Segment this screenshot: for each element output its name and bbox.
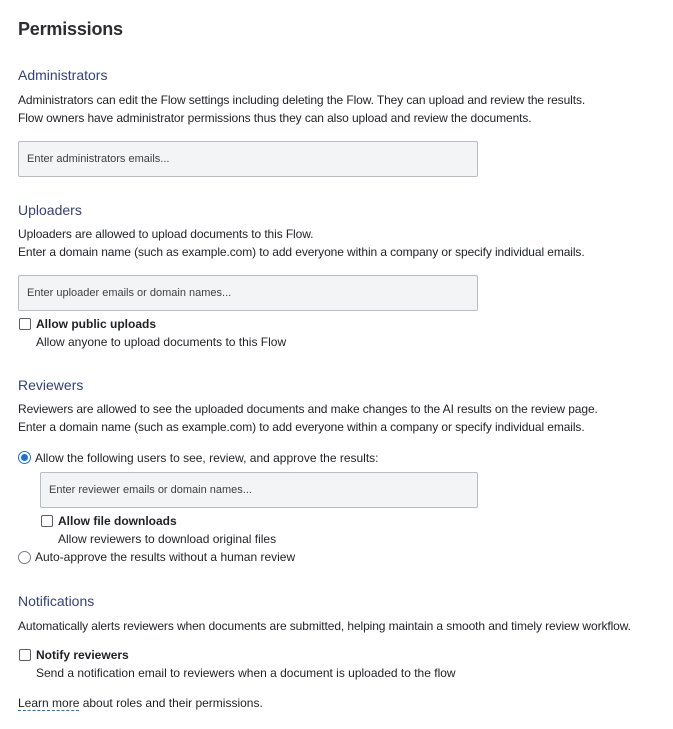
notifications-desc: Automatically alerts reviewers when documents are submitted, helping maintain a smooth and timely review workflow. [18, 619, 631, 633]
auto-approve-radio[interactable] [18, 551, 31, 564]
allow-public-uploads-label: Allow public uploads [36, 317, 156, 331]
learn-more-rest-text: about roles and their permissions. [79, 696, 263, 710]
administrators-heading: Administrators [18, 67, 108, 83]
page-title: Permissions [18, 19, 123, 39]
uploaders-desc-line1: Uploaders are allowed to upload documents to this Flow. [18, 227, 314, 241]
uploaders-heading: Uploaders [18, 202, 82, 218]
learn-more-link[interactable]: Learn more [18, 696, 80, 710]
allow-file-downloads-checkbox[interactable] [41, 515, 53, 527]
allow-file-downloads-label: Allow file downloads [58, 514, 177, 528]
reviewers-desc-line2: Enter a domain name (such as example.com) to add everyone within a company or specify individual emails. [18, 420, 585, 434]
notifications-heading: Notifications [18, 593, 95, 609]
allow-public-uploads-desc: Allow anyone to upload documents to this Flow [36, 335, 287, 349]
reviewers-desc-line1: Reviewers are allowed to see the uploaded documents and make changes to the AI results on the review page. [18, 402, 598, 416]
uploaders-email-input[interactable] [18, 275, 478, 311]
notify-reviewers-checkbox[interactable] [19, 649, 31, 661]
notify-reviewers-label: Notify reviewers [36, 648, 129, 662]
reviewers-email-input[interactable] [40, 472, 478, 508]
administrators-email-input[interactable] [18, 141, 478, 177]
administrators-desc-line1: Administrators can edit the Flow settings including deleting the Flow. They can upload and review the results. [18, 93, 586, 107]
uploaders-desc-line2: Enter a domain name (such as example.com) to add everyone within a company or specify individual emails. [18, 245, 585, 259]
allow-public-uploads-checkbox[interactable] [19, 318, 31, 330]
auto-approve-label: Auto-approve the results without a human review [35, 550, 296, 564]
radio-selected-dot [21, 454, 28, 461]
administrators-desc-line2: Flow owners have administrator permissions thus they can also upload and review the documents. [18, 111, 532, 125]
notify-reviewers-desc: Send a notification email to reviewers when a document is uploaded to the flow [36, 666, 456, 680]
allow-users-review-label: Allow the following users to see, review, and approve the results: [35, 451, 379, 465]
learn-more-footer [18, 694, 263, 712]
allow-file-downloads-desc: Allow reviewers to download original files [58, 532, 277, 546]
allow-users-review-radio[interactable] [18, 451, 31, 464]
reviewers-heading: Reviewers [18, 377, 84, 393]
